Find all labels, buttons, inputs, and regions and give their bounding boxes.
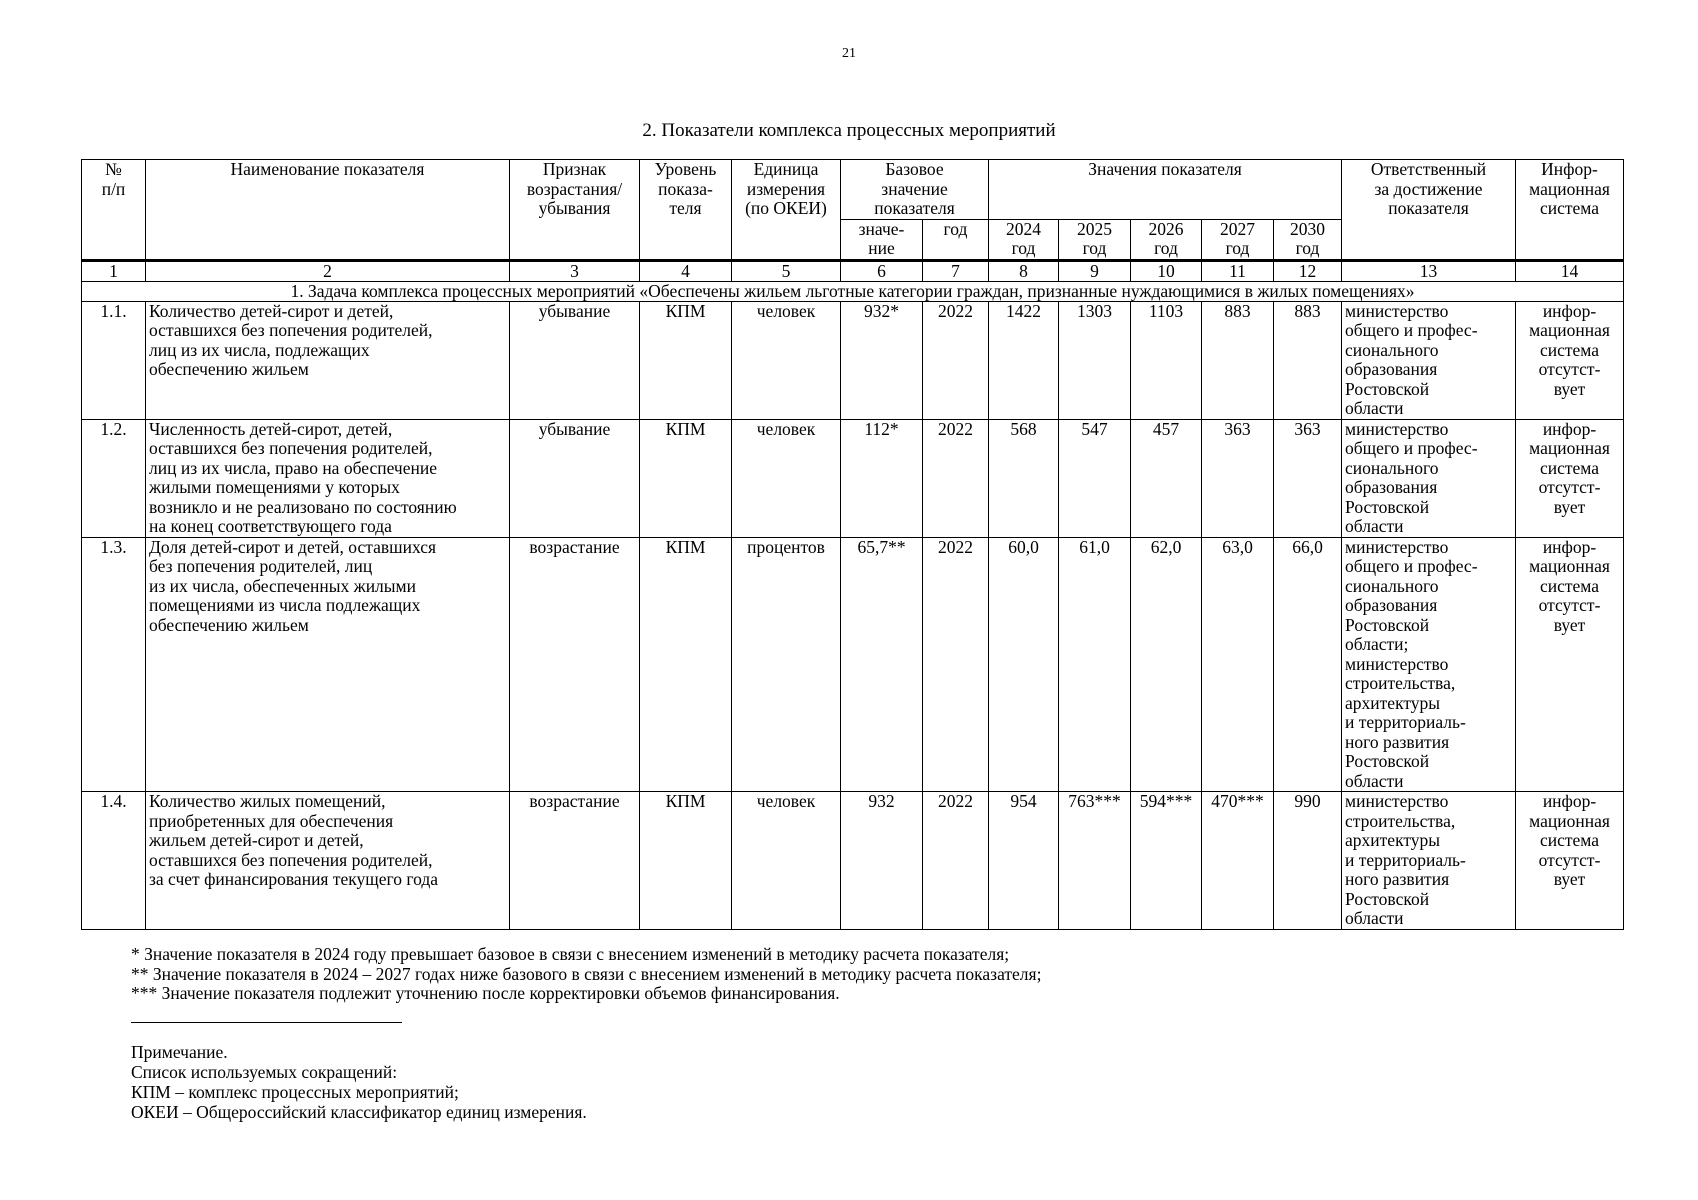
column-number: 13 — [1342, 260, 1516, 281]
trend-cell: возрастание — [510, 537, 640, 792]
column-number: 9 — [1059, 260, 1131, 281]
value-cell: 363 — [1202, 419, 1274, 537]
column-number: 7 — [923, 260, 989, 281]
footnote-divider — [131, 1022, 402, 1023]
header-year: 2025 год — [1059, 219, 1131, 260]
header-unit: Единица измерения (по ОКЕИ) — [732, 160, 841, 261]
value-cell: 1103 — [1131, 301, 1202, 419]
footnotes — [131, 945, 1041, 1004]
level-cell: КПМ — [640, 537, 732, 792]
footnote: * Значение показателя в 2024 году превышает базовое в связи с внесением изменений в методику расчета показателя; — [131, 944, 1010, 964]
value-cell: 763*** — [1059, 792, 1131, 930]
trend-cell: убывание — [510, 419, 640, 537]
responsible-cell: министерство общего и профес- сионального образования Ростовской области — [1342, 419, 1516, 537]
header-responsible: Ответственный за достижение показателя — [1342, 160, 1516, 261]
row-num: 1.2. — [82, 419, 146, 537]
column-number: 6 — [841, 260, 923, 281]
value-cell: 363 — [1274, 419, 1342, 537]
level-cell: КПМ — [640, 301, 732, 419]
unit-cell: человек — [732, 419, 841, 537]
section-title: 2. Показатели комплекса процессных мероприятий — [642, 120, 1056, 141]
header-base-value: значе- ние — [841, 219, 923, 260]
header-trend: Признак возрастания/ убывания — [510, 160, 640, 261]
base-year-cell: 2022 — [923, 301, 989, 419]
header-year: 2027 год — [1202, 219, 1274, 260]
value-cell: 63,0 — [1202, 537, 1274, 792]
column-number: 5 — [732, 260, 841, 281]
table-row — [82, 419, 1624, 537]
info-system-cell: инфор- мационная система отсутст- вует — [1516, 419, 1624, 537]
task-title: 1. Задача комплекса процессных мероприятий «Обеспечены жильем льготные категории граждан, признанные нуждающимися в жилых помещениях» — [82, 281, 1624, 301]
info-system-cell: инфор- мационная система отсутст- вует — [1516, 537, 1624, 792]
footnote: *** Значение показателя подлежит уточнению после корректировки объемов финансирования. — [131, 983, 840, 1003]
responsible-cell: министерство общего и профес- сионального образования Ростовской области; министерство строительства, архитектуры и территориаль- ного развития Ростовской области — [1342, 537, 1516, 792]
header-row — [82, 160, 1624, 220]
remark-line: ОКЕИ – Общероссийский классификатор единиц измерения. — [131, 1102, 587, 1122]
unit-cell: человек — [732, 792, 841, 930]
trend-cell: убывание — [510, 301, 640, 419]
column-number: 14 — [1516, 260, 1624, 281]
remark-line: КПМ – комплекс процессных мероприятий; — [131, 1082, 459, 1102]
column-number: 12 — [1274, 260, 1342, 281]
table-row — [82, 537, 1624, 792]
info-system-cell: инфор- мационная система отсутст- вует — [1516, 792, 1624, 930]
column-number: 4 — [640, 260, 732, 281]
value-cell: 62,0 — [1131, 537, 1202, 792]
column-number-row — [82, 260, 1624, 281]
unit-cell: процентов — [732, 537, 841, 792]
row-num: 1.3. — [82, 537, 146, 792]
remark-line: Список используемых сокращений: — [131, 1062, 398, 1082]
info-system-cell: инфор- мационная система отсутст- вует — [1516, 301, 1624, 419]
base-value-cell: 932 — [841, 792, 923, 930]
row-num: 1.1. — [82, 301, 146, 419]
header-num: № п/п — [82, 160, 146, 261]
footnote: ** Значение показателя в 2024 – 2027 годах ниже базового в связи с внесением изменений в методику расчета показателя; — [131, 963, 1042, 984]
header-values: Значения показателя — [989, 160, 1342, 220]
value-cell: 547 — [1059, 419, 1131, 537]
value-cell: 594*** — [1131, 792, 1202, 930]
header-level: Уровень показа- теля — [640, 160, 732, 261]
indicator-name: Численность детей-сирот, детей, оставшихся без попечения родителей, лиц из их числа, право на обеспечение жилыми помещениями у которых возникло и не реализовано по состоянию на конец соответствующего года — [146, 419, 510, 537]
indicator-name: Количество детей-сирот и детей, оставшихся без попечения родителей, лиц из их числа, подлежащих обеспечению жильем — [146, 301, 510, 419]
indicator-name: Количество жилых помещений, приобретенных для обеспечения жильем детей-сирот и детей, оставшихся без попечения родителей, за счет финансирования текущего года — [146, 792, 510, 930]
column-number: 11 — [1202, 260, 1274, 281]
header-name: Наименование показателя — [146, 160, 510, 261]
header-base: Базовое значение показателя — [841, 160, 989, 220]
value-cell: 883 — [1202, 301, 1274, 419]
base-year-cell: 2022 — [923, 792, 989, 930]
base-value-cell: 932* — [841, 301, 923, 419]
remark-line: Примечание. — [131, 1042, 228, 1062]
unit-cell: человек — [732, 301, 841, 419]
responsible-cell: министерство строительства, архитектуры и территориаль- ного развития Ростовской области — [1342, 792, 1516, 930]
header-base-year: год — [923, 219, 989, 260]
value-cell: 470*** — [1202, 792, 1274, 930]
responsible-cell: министерство общего и профес- сионального образования Ростовской области — [1342, 301, 1516, 419]
value-cell: 61,0 — [1059, 537, 1131, 792]
value-cell: 66,0 — [1274, 537, 1342, 792]
column-number: 3 — [510, 260, 640, 281]
value-cell: 990 — [1274, 792, 1342, 930]
trend-cell: возрастание — [510, 792, 640, 930]
header-year: 2030 год — [1274, 219, 1342, 260]
column-number: 10 — [1131, 260, 1202, 281]
value-cell: 60,0 — [989, 537, 1059, 792]
value-cell: 954 — [989, 792, 1059, 930]
level-cell: КПМ — [640, 792, 732, 930]
header-info-system: Инфор- мационная система — [1516, 160, 1624, 261]
value-cell: 457 — [1131, 419, 1202, 537]
page-number: 21 — [842, 46, 856, 61]
task-row — [82, 281, 1624, 301]
header-year: 2024 год — [989, 219, 1059, 260]
value-cell: 568 — [989, 419, 1059, 537]
header-year: 2026 год — [1131, 219, 1202, 260]
base-value-cell: 65,7** — [841, 537, 923, 792]
column-number: 1 — [82, 260, 146, 281]
row-num: 1.4. — [82, 792, 146, 930]
value-cell: 1422 — [989, 301, 1059, 419]
column-number: 2 — [146, 260, 510, 281]
value-cell: 1303 — [1059, 301, 1131, 419]
base-year-cell: 2022 — [923, 537, 989, 792]
base-year-cell: 2022 — [923, 419, 989, 537]
level-cell: КПМ — [640, 419, 732, 537]
table-row — [82, 792, 1624, 930]
indicator-name: Доля детей-сирот и детей, оставшихся без попечения родителей, лиц из их числа, обеспеченных жилыми помещениями из числа подлежащих обеспечению жильем — [146, 537, 510, 792]
indicators-table — [81, 159, 1624, 930]
value-cell: 883 — [1274, 301, 1342, 419]
base-value-cell: 112* — [841, 419, 923, 537]
remarks — [131, 1042, 587, 1122]
table-row — [82, 301, 1624, 419]
column-number: 8 — [989, 260, 1059, 281]
